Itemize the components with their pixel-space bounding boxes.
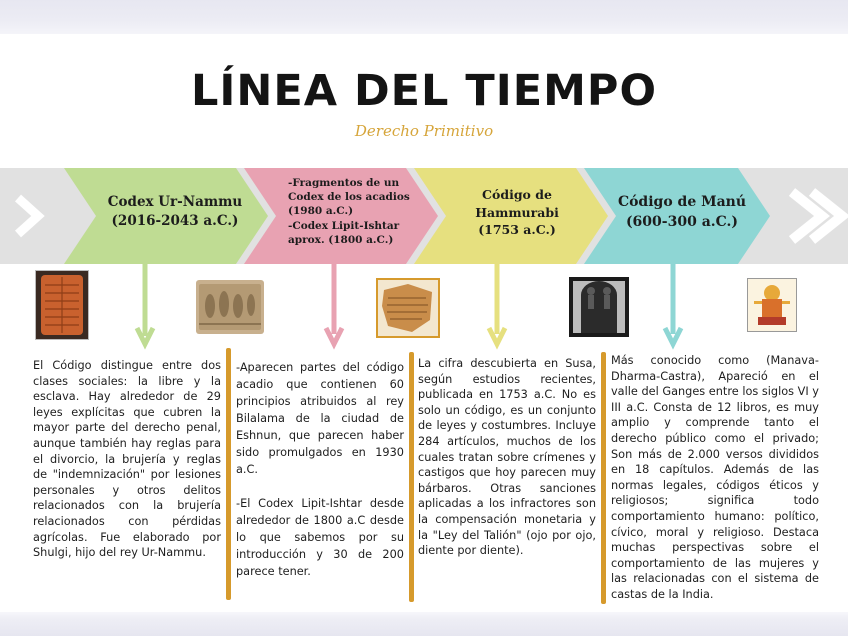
description-acadios <box>236 359 404 590</box>
manu-deity-image <box>747 278 797 332</box>
page-subtitle: Derecho Primitivo <box>354 122 494 140</box>
stone-relief-image <box>196 280 264 334</box>
hammurabi-stele-image <box>569 277 629 337</box>
column-divider-2 <box>409 352 414 602</box>
event-label-acadios: -Fragmentos de un Codex de los acadios (1980 a.C.) -Codex Lipit-Ishtar aprox. (1800 a.C.) <box>288 177 410 246</box>
description-paragraph: -El Codex Lipit-Ishtar desde alrededor de 1800 a.C desde lo que sabemos por su introducción y 30 de 200 parece tener. <box>236 497 404 578</box>
tablet-fragment-image <box>376 278 440 338</box>
event-label-ur-nammu: Codex Ur-Nammu (2016-2043 a.C.) <box>107 194 243 229</box>
event-label-manu: Código de Manú (600-300 a.C.) <box>617 194 747 230</box>
description-paragraph: Más conocido como (Manava-Dharma-Castra), Apareció en el valle del Ganges entre los siglos VI y III a.C. Consta de 12 libros, es muy amplio y comprende tanto el derecho público como el privado; Son más de 2.000 versos divididos en 18 capítulos. Además de las normas legales, códigos éticos y religiosos; significa todo comportamiento humano: político, cívico, moral y religioso. Destaca muchas perspectivas sobre el comportamiento de las mujeres y las relacionadas con el sistema de castas de la India. <box>611 354 819 601</box>
description-paragraph: La cifra descubierta en Susa, según estudios recientes, publicada en 1753 a.C. No es solo un código, es un conjunto de leyes y costumbres. Incluye 284 artículos, muchos de los cuales tratan sobre crímenes y castigos que hoy parecen muy bárbaros. Otras sanciones aplicadas a los infractores son la compensación monetaria y la "Ley del Talión" (ojo por ojo, diente por diente). <box>418 357 596 558</box>
description-manu <box>611 353 819 613</box>
page-title: LÍNEA DEL TIEMPO <box>190 66 657 116</box>
event-label-hammurabi: Código de Hammurabi (1753 a.C.) <box>475 187 559 237</box>
column-divider-1 <box>226 348 231 600</box>
description-paragraph: -Aparecen partes del código acadio que contienen 60 principios atribuidos al rey Bilalama de la ciudad de Eshnun, que parecen haber sido promulgados en 1930 a.C. <box>236 361 404 476</box>
description-hammurabi <box>418 356 596 569</box>
description-ur-nammu <box>33 358 221 571</box>
description-paragraph: El Código distingue entre dos clases sociales: la libre y la esclava. Hay alrededor de 29 leyes explícitas que cubren la mayor parte del derecho penal, aunque también hay reglas para el divorcio, la brujería y reglas de "indemnización" por lesiones personales y otros delitos relacionados con la brujería relacionados con pérdidas agrícolas. Fue elaborado por Shulgi, hijo del rey Ur-Nammu. <box>33 359 221 560</box>
column-divider-3 <box>601 352 606 604</box>
paper-edge-bottom <box>0 612 848 636</box>
clay-tablet-image <box>35 270 89 340</box>
